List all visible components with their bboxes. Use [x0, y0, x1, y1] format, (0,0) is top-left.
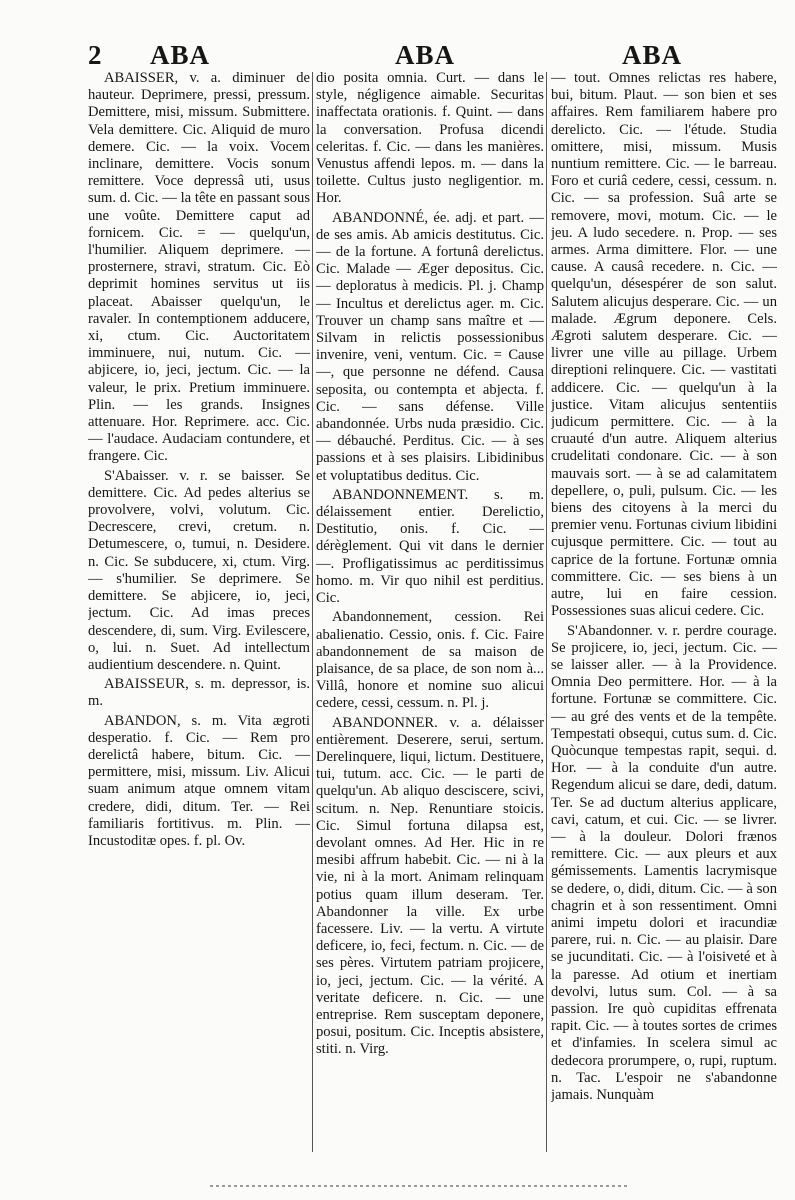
dictionary-entry: ABAISSEUR, s. m. depressor, is. m. — [88, 676, 310, 710]
dictionary-entry: ABANDONNER. v. a. délaisser entièrement. Deserere, serui, sertum. Derelinquere, liqui, lictum. Destituere, tui, tutum. acc. Cic. — le parti de quelqu'un. Ab aliquo desciscere, scivi, scitum. n. Nep. Renuntiare stoicis. Cic. Simul fortuna dilapsa est, devolant omnes. Ad Her. Hic in re mesibi affrum habebit. Cic. — ni à la vie, ni à la mort. Animam relinquam potius quam illum deseram. Ter. Abandonner la ville. Ex urbe facessere. Liv. — la vertu. A virtute deficere, io, feci, fectum. n. Cic. — de ses pères. Virtutem patriam projicere, io, jeci, jectum. Cic. — la vérité. A veritate deficere. n. Cic. — une entreprise. Rem susceptam deponere, posui, positum. Cic. Inceptis absistere, stiti. n. Virg. — [316, 714, 544, 1058]
page-number: 2 — [88, 40, 103, 70]
running-head-left: ABA — [150, 40, 211, 70]
dictionary-entry: ABANDONNEMENT. s. m. délaissement entier. Derelictio, Destitutio, onis. f. Cic. — dérèglement. Qui vit dans le dernier —. Profligatissimus ac perditissimus homo. m. Vir quo nihil est perditius. Cic. — [316, 486, 544, 607]
bottom-rule — [210, 1185, 630, 1187]
text-column-right — [551, 70, 777, 1160]
column-divider — [312, 72, 313, 1152]
dictionary-entry: S'Abandonner. v. r. perdre courage. Se projicere, io, jeci, jectum. Cic. — se laisser aller. — à la Providence. Omnia Deo permittere. Hor. — à la fortune. Fortunæ se committere. Cic. — au gré des vents et de la tempête. Tempestati obsequi, cutus sum. d. Cic. Quòcunque tempestas rapit, sequi. d. Hor. — à la conduite d'un autre. Regendum alicui se dare, dedi, datum. Ter. Se ad ductum alterius applicare, cavi, catum, et cui. Cic. — se livrer. — à la douleur. Dolori frænos remittere. Cic. — aux pleurs et aux gémissements. Lamentis lacrymisque se dedere, o, didi, ditum. Cic. — à son chagrin et à son ressentiment. Omni animi impetu dolori et iracundiæ parere, rui. n. Cic. — au plaisir. Dare se jucunditati. Cic. — à l'oisiveté et à la paresse. Ad otium et inertiam devolvi, lutus sum. Col. — à sa passion. Ire quò cupiditas effrenata rapit. Cic. — à toutes sortes de crimes et d'infamies. In scelera simul ac dedecora prorumpere, o, rupi, ruptum. n. Tac. L'espoir ne s'abandonne jamais. Nunquàm — [551, 622, 777, 1103]
dictionary-entry: — tout. Omnes relictas res habere, bui, bitum. Plaut. — son bien et ses affaires. Rem familiarem habere pro derelicto. Cic. — l'étude. Studia omittere, misi, missum. Musis nuntium remittere. Cic. — le barreau. Foro et curiâ cedere, cessi, cessum. n. Cic. — sa profession. Suâ arte se removere, movi, motum. Cic. — le jeu. A ludo secedere. n. Prop. — ses armes. Arma dimittere. Flor. — une cause. A causâ recedere. n. Cic. — quelqu'un, désespérer de son salut. Salutem alicujus desperare. Cic. — un malade. Ægrum deponere. Cels. Ægroti salutem desperare. Cic. — livrer une ville au pillage. Urbem direptioni relinquere. Cic. — vastitati addicere. Cic. — quelqu'un à la justice. Vitam alicujus sententiis judicum permittere. Cic. — à la cruauté d'un autre. Aliquem alterius crudelitati condonare. Cic. — à son mauvais sort. — à se ad calamitatem depellere, o, puli, pulsum. Cic. — les biens des citoyens à la merci du premier venu. Fortunas civium libidini cujusque permittere. Cic. — tout au caprice de la fortune. Fortunæ omnia committere. Cic. — ses biens à un autre, lui en faire cession. Possessiones suas alicui cedere. Cic. — [551, 70, 777, 620]
text-column-middle — [316, 70, 544, 1160]
running-head-center: ABA — [395, 40, 456, 70]
dictionary-entry: ABANDONNÉ, ée. adj. et part. — de ses amis. Ab amicis destitutus. Cic. — de la fortune. A fortunâ derelictus. Cic. Malade — Æger depositus. Cic. — deploratus à medicis. Pl. j. Champ — Incultus et derelictus ager. m. Cic. Trouver un champ sans maître et — Silvam in relictis possessionibus invenire, veni, ventum. Cic. = Cause —, que personne ne défend. Causa seposita, ou contempta et abjecta. f. Cic. — sans défense. Ville abandonnée. Urbs nuda præsidio. Cic. — débauché. Perditus. Cic. — à ses passions et à ses plaisirs. Libidinibus et voluptatibus deditus. Cic. — [316, 209, 544, 484]
column-divider — [546, 72, 547, 1152]
dictionary-entry: ABAISSER, v. a. diminuer de hauteur. Deprimere, pressi, pressum. Demittere, misi, missum. Submittere. Vela demittere. Cic. Aliquid de muro demere. Cic. — la voix. Vocem inclinare, demittere. Vocis sonum remittere. Voce depressâ uti, usus sum. d. Cic. — la tête en passant sous une voûte. Demittere caput ad fornicem. Cic. = — quelqu'un, l'humilier. Aliquem deprimere. — prosternere, stravi, stratum. Cic. Eò deprimit homines servitus ut iis placeat. Abaisser quelqu'un, le ravaler. In contemptionem adducere, xi, ctum. Cic. Auctoritatem imminuere, nui, nutum. Cic. — abjicere, io, jeci, jectum. Cic. — la valeur, le prix. Pretium imminuere. Plin. — les grands. Insignes attenuare. Hor. Reprimere. acc. Cic. — l'audace. Audaciam contundere, et frangere. Cic. — [88, 70, 310, 465]
dictionary-entry: ABANDON, s. m. Vita ægroti desperatio. f. Cic. — Rem pro derelictâ habere, bitum. Cic. — permittere, misi, missum. Liv. Alicui suam animum atque omnem vitam credere, didi, ditum. Ter. — Rei familiaris fortitivus. m. Plin. — Incustoditæ opes. f. pl. Ov. — [88, 712, 310, 849]
dictionary-entry: S'Abaisser. v. r. se baisser. Se demittere. Cic. Ad pedes alterius se provolvere, volvi, volutum. Cic. Decrescere, crevi, cretum. n. Detumescere, o, tumui, n. Desidere. n. Cic. Se subducere, xi, ctum. Virg. — s'humilier. Se deprimere. Se demittere. Se abjicere, io, jeci, jectum. Cic. Ad imas preces descendere, di, sum. Virg. Evilescere, o, lui. n. Suet. Ad intellectum audientium descendere. n. Quint. — [88, 467, 310, 673]
dictionary-entry: dio posita omnia. Curt. — dans le style, négligence aimable. Securitas inaffectata orationis. f. Quint. — dans la conversation. Profusa dicendi celeritas. f. Cic. — dans les manières. Venustus affendi lepos. m. — dans la toilette. Cultus justo negligentior. m. Hor. — [316, 70, 544, 207]
dictionary-entry: Abandonnement, cession. Rei abalienatio. Cessio, onis. f. Cic. Faire abandonnement de sa maison de plaisance, de sa place, de son nom à... Villâ, honore et nomine suo alicui cedere, cessi, cessum. n. Pl. j. — [316, 609, 544, 712]
running-head-right: ABA — [622, 40, 683, 70]
text-column-left — [88, 70, 310, 1160]
